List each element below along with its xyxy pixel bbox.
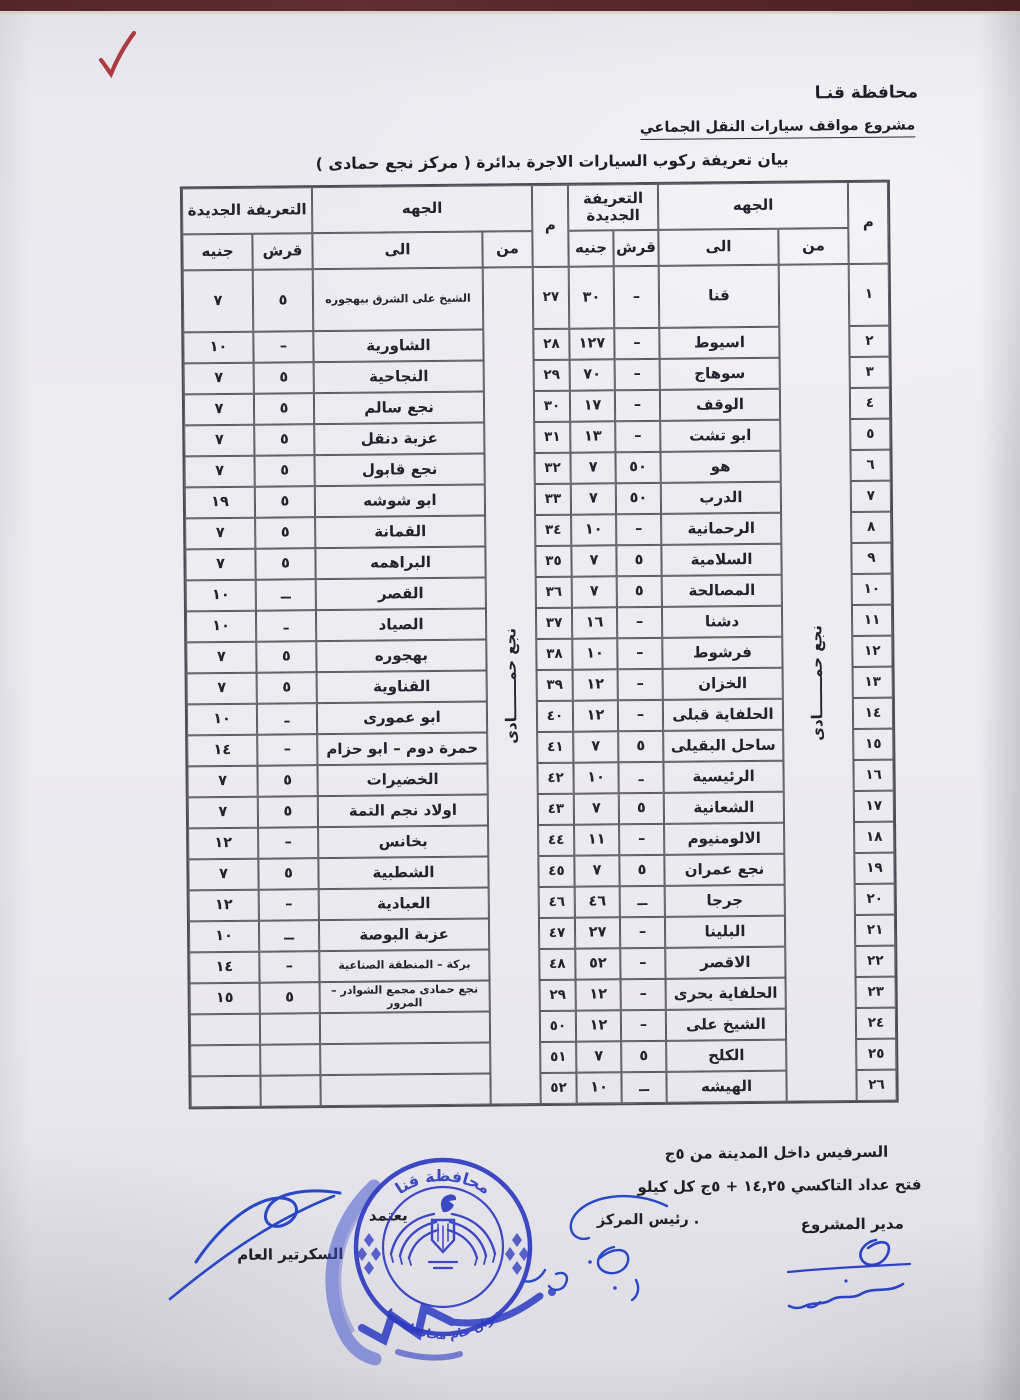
pounds-cell: ١٠ [186,611,256,643]
piasters-cell [260,1044,320,1076]
row-num-cell: ١٢ [852,636,892,667]
destination-cell: الخضيرات [317,764,487,797]
pounds-cell: ١٤ [189,952,259,984]
destination-cell: الاقصر [665,947,785,979]
row-num-cell: ١٦ [853,760,893,791]
destination-cell: المصالحة [662,575,782,607]
row-num-cell: ٣٨ [536,639,572,670]
row-num-cell: ٦ [850,450,890,481]
pounds-cell: ١٢٧ [569,328,614,359]
piasters-cell: ٥ [619,855,664,886]
piasters-cell: ٥ [616,545,661,576]
col-header-to-right: الى [658,229,778,266]
pounds-cell: ٧ [186,642,256,674]
destination-cell: ساحل البقيلى [663,730,783,762]
pounds-cell: ٧ [185,518,255,550]
pounds-cell: ١٠ [189,921,259,953]
piasters-cell: – [618,700,663,731]
pounds-cell: ٥٢ [575,948,620,979]
col-header-piasters-left: قرش [252,233,312,270]
pounds-cell: ٧ [184,456,254,488]
destination-cell: العبادية [319,888,489,921]
pounds-cell: ١٢ [576,1010,621,1041]
piasters-cell: – [616,514,661,545]
pounds-cell: ١١ [574,824,619,855]
pounds-cell: ١٠ [183,332,253,364]
pounds-cell: ٧ [187,766,257,798]
row-num-cell: ١١ [852,605,892,636]
destination-cell: ابو شوشه [315,485,485,518]
destination-cell: نجع سالم [314,392,484,425]
piasters-cell: – [617,638,662,669]
doc-title-prefix: بيان تعريفة ركوب السيارات الاجرة بدائرة ( [463,150,789,172]
row-num-cell: ٣٥ [535,546,571,577]
pounds-cell: ١٠ [571,514,616,545]
destination-cell: الشاورية [313,330,483,363]
pounds-cell: ٧ [187,673,257,705]
row-num-cell: ٣٣ [535,484,571,515]
pounds-cell: ٧ [185,549,255,581]
row-num-cell: ٣٩ [537,670,573,701]
destination-cell: القصر [316,578,486,611]
piasters-cell: – [615,390,660,421]
destination-cell: نجع عمران [664,854,784,886]
piasters-cell: ــ [259,920,319,952]
row-num-cell: ٣٢ [534,453,570,484]
piasters-cell: – [620,948,665,979]
row-num-cell: ٥٠ [540,1011,576,1042]
doc-title [315,150,789,174]
row-num-cell: ٣ [850,357,890,388]
piasters-cell: ٥ [254,455,314,487]
pounds-cell: ١٠ [187,704,257,736]
pounds-cell: ٧ [572,576,617,607]
col-header-tariff-left: التعريفة الجديدة [182,187,312,234]
col-header-pounds-left: جنيه [182,234,252,271]
pounds-cell: ٧ [571,545,616,576]
row-num-cell: ٣٤ [535,515,571,546]
fare-table [180,180,899,1110]
piasters-cell: ــ [256,579,316,611]
pounds-cell: ١٥ [190,983,260,1015]
destination-cell: النجاحية [314,361,484,394]
row-num-cell: ٢٠ [855,884,895,915]
col-header-tariff-right: التعريفة الجديدة [568,184,658,231]
row-num-cell: ٤٥ [538,856,574,887]
pounds-cell: ١٠ [572,638,617,669]
destination-cell: الخزان [663,668,783,700]
destination-cell: الرحمانية [661,513,781,545]
row-num-cell: ٣٦ [536,577,572,608]
row-num-cell: ٤٠ [537,701,573,732]
stamp-top-text: محافظة قنا [391,1166,495,1199]
destination-cell: الصياد [316,609,486,642]
pounds-cell [190,1045,260,1077]
piasters-cell: – [614,328,659,359]
destination-cell: اولاد نجم التمة [318,795,488,828]
pounds-cell: ٢٧ [575,917,620,948]
pounds-cell: ٧ [184,394,254,426]
destination-cell: قنا [659,265,780,328]
piasters-cell: – [259,889,319,921]
destination-cell [320,1043,490,1076]
destination-cell: الشيخ على الشرق بيهجوره [313,268,484,332]
pounds-cell: ٧ [188,797,258,829]
pounds-cell: ٧ [183,270,254,333]
row-num-cell: ٣١ [534,422,570,453]
destination-cell: الشعانية [664,792,784,824]
row-num-cell: ٣٠ [534,391,570,422]
destination-cell: عزبة دنقل [314,423,484,456]
row-num-cell: ٢٩ [534,360,570,391]
row-num-cell: ١٣ [853,667,893,698]
destination-cell: الالومنيوم [664,823,784,855]
stamp-bottom-text: ديوان عام محافظة قنا [382,1305,504,1343]
pounds-cell: ٧ [184,425,254,457]
piasters-cell: ــ [620,886,665,917]
destination-cell: الهيشه [666,1071,786,1103]
doc-title-suffix: ) [315,155,323,174]
pounds-cell: ١٠ [573,762,618,793]
destination-cell: الرئيسية [663,761,783,793]
piasters-cell: ٥ [621,1041,666,1072]
destination-cell: هو [660,451,780,483]
row-num-cell: ٩ [851,543,891,574]
row-num-cell: ٢٩ [540,980,576,1011]
pounds-cell: ٧ [574,793,619,824]
destination-cell: اسيوط [659,327,779,359]
piasters-cell: – [617,607,662,638]
destination-cell [320,1012,490,1045]
piasters-cell: ٥ [619,793,664,824]
center-head-label: رئيس المركز . [596,1211,700,1229]
row-num-cell: ٢٤ [856,1008,896,1039]
destination-cell: الوقف [660,389,780,421]
destination-cell: عزبة البوصة [319,919,489,952]
col-header-num-right: م [848,182,889,264]
destination-cell: الكلح [666,1040,786,1072]
row-num-cell: ٢١ [855,915,895,946]
row-num-cell: ١٠ [852,574,892,605]
piasters-cell: ٥ [255,486,315,518]
piasters-cell: ٥ [260,982,320,1014]
piasters-cell: ٥ [253,269,314,332]
piasters-cell: – [618,669,663,700]
row-num-cell: ١٤ [853,698,893,729]
pounds-cell: ٧ [571,483,616,514]
row-num-cell: ٢٦ [856,1070,896,1101]
col-header-direction-left: الجهه [312,185,532,233]
piasters-cell: ـ [257,703,317,735]
pounds-cell [190,1014,260,1046]
row-num-cell: ٤٣ [538,794,574,825]
pounds-cell: ١٢ [573,700,618,731]
pounds-cell [190,1076,260,1108]
row-num-cell: ٢٣ [856,977,896,1008]
pounds-cell: ١٢ [189,890,259,922]
row-num-cell: ٤٤ [538,825,574,856]
col-header-from-right: من [778,228,848,265]
pounds-cell: ١٢ [576,979,621,1010]
destination-cell: جرجا [665,885,785,917]
row-num-cell: ١٧ [854,791,894,822]
destination-cell: فرشوط [662,637,782,669]
row-num-cell: ٢٧ [533,267,570,329]
col-header-direction-right: الجهه [658,182,848,230]
piasters-cell: – [615,359,660,390]
pounds-cell: ٧ [570,452,615,483]
col-header-to-left: الى [312,232,482,270]
destination-cell: سوهاج [660,358,780,390]
approve-label: يعتمد [368,1206,408,1225]
row-num-cell: ١ [849,264,890,326]
piasters-cell: ٥ [257,765,317,797]
piasters-cell [260,1075,320,1107]
destination-cell: بركة – المنطقة الصناعية [319,950,489,983]
from-vertical-text: نجع حمـــــــادى [807,624,827,741]
row-num-cell: ٥٢ [540,1073,576,1104]
pounds-cell: ١٠ [186,580,256,612]
row-num-cell: ١٨ [854,822,894,853]
secretary-general-label: السكرتير العام [237,1244,344,1264]
piasters-cell: ٥٠ [616,483,661,514]
col-header-num-left: م [532,185,569,267]
row-num-cell: ٢٨ [533,329,569,360]
destination-cell: نجع حمادى مجمع الشوادر – المرور [320,981,490,1014]
destination-cell: البراهمه [315,547,485,580]
destination-cell: نجع قابول [314,454,484,487]
piasters-cell: ٥ [255,548,315,580]
doc-title-center: مركز نجع حمادى [322,152,464,174]
piasters-cell: ٥ [256,641,316,673]
destination-cell: الشطبية [318,857,488,890]
piasters-cell: – [253,331,313,363]
row-num-cell: ٤٧ [539,918,575,949]
pounds-cell: ٧ [188,859,258,891]
piasters-cell: ـ [618,762,663,793]
row-num-cell: ١٥ [853,729,893,760]
destination-cell: حمرة دوم – ابو حزام [317,733,487,766]
piasters-cell: – [619,824,664,855]
piasters-cell: ٥ [255,517,315,549]
destination-cell: الحلفاية قبلى [663,699,783,731]
piasters-cell: ـ [256,610,316,642]
from-merged-left [483,267,541,1104]
piasters-cell: – [621,1010,666,1041]
destination-cell: الشيخ على [666,1009,786,1041]
piasters-cell: – [614,266,660,328]
pounds-cell: ١٩ [185,487,255,519]
destination-cell: الدرب [661,482,781,514]
pounds-cell: ١٢ [188,828,258,860]
pounds-cell: ١٠ [576,1072,621,1103]
destination-cell: بخانس [318,826,488,859]
destination-cell [320,1074,490,1107]
from-merged-right [779,264,857,1102]
project-manager-label: مدير المشروع [800,1214,904,1234]
destination-cell: دشنا [662,606,782,638]
col-header-pounds-right: جنيه [568,230,613,266]
piasters-cell: ٥ [254,393,314,425]
from-vertical-text: نجع حمـــــــادى [501,627,521,744]
piasters-cell: ٥ [254,424,314,456]
governorate-title: محافظة قنـا [814,82,919,104]
pounds-cell: ٧ [576,1041,621,1072]
row-num-cell: ١٩ [854,853,894,884]
piasters-cell: – [620,917,665,948]
destination-cell: الحلفاية بحرى [666,978,786,1010]
destination-cell: القمانة [315,516,485,549]
piasters-cell [260,1013,320,1045]
row-num-cell: ٣٧ [536,608,572,639]
row-num-cell: ٢٢ [855,946,895,977]
row-num-cell: ٢٥ [856,1039,896,1070]
pounds-cell: ٣٠ [569,266,615,328]
pounds-cell: ١٢ [573,669,618,700]
piasters-cell: – [615,421,660,452]
piasters-cell: – [258,827,318,859]
col-header-from-left: من [482,231,532,267]
destination-cell: البلينا [665,916,785,948]
row-num-cell: ٤١ [537,732,573,763]
piasters-cell: ــ [621,1072,666,1103]
piasters-cell: – [621,979,666,1010]
piasters-cell: ٥ [258,796,318,828]
pounds-cell: ١٤ [187,735,257,767]
pounds-cell: ٧ [574,855,619,886]
piasters-cell: – [259,951,319,983]
piasters-cell: ٥٠ [615,452,660,483]
pounds-cell: ١٧ [570,390,615,421]
pounds-cell: ٧ [573,731,618,762]
destination-cell: بهجوره [316,640,486,673]
pounds-cell: ١٣ [570,421,615,452]
destination-cell: ابو عمورى [317,702,487,735]
pounds-cell: ٤٦ [575,886,620,917]
row-num-cell: ٧ [851,481,891,512]
pounds-cell: ١٦ [572,607,617,638]
row-num-cell: ٢ [849,326,889,357]
col-header-piasters-right: قرش [613,230,658,266]
piasters-cell: ٥ [617,576,662,607]
piasters-cell: ٥ [258,858,318,890]
row-num-cell: ٤٦ [539,887,575,918]
destination-cell: ابو تشت [660,420,780,452]
row-num-cell: ٤٨ [539,949,575,980]
row-num-cell: ٥ [850,419,890,450]
service-note: السرفيس داخل المدينة من ٥ج [664,1142,889,1163]
piasters-cell: – [257,734,317,766]
piasters-cell: ٥ [618,731,663,762]
row-num-cell: ٨ [851,512,891,543]
meter-note: فتح عداد التاكسي ١٤,٢٥ + ٥ج كل كيلو [637,1175,922,1197]
row-num-cell: ٤٢ [537,763,573,794]
pounds-cell: ٧٠ [570,359,615,390]
piasters-cell: ٥ [254,362,314,394]
destination-cell: القناوية [317,671,487,704]
row-num-cell: ٤ [850,388,890,419]
pounds-cell: ٧ [184,363,254,395]
destination-cell: السلامية [661,544,781,576]
piasters-cell: ٥ [257,672,317,704]
row-num-cell: ٥١ [540,1042,576,1073]
project-subtitle: مشروع مواقف سيارات النقل الجماعي [640,117,916,140]
